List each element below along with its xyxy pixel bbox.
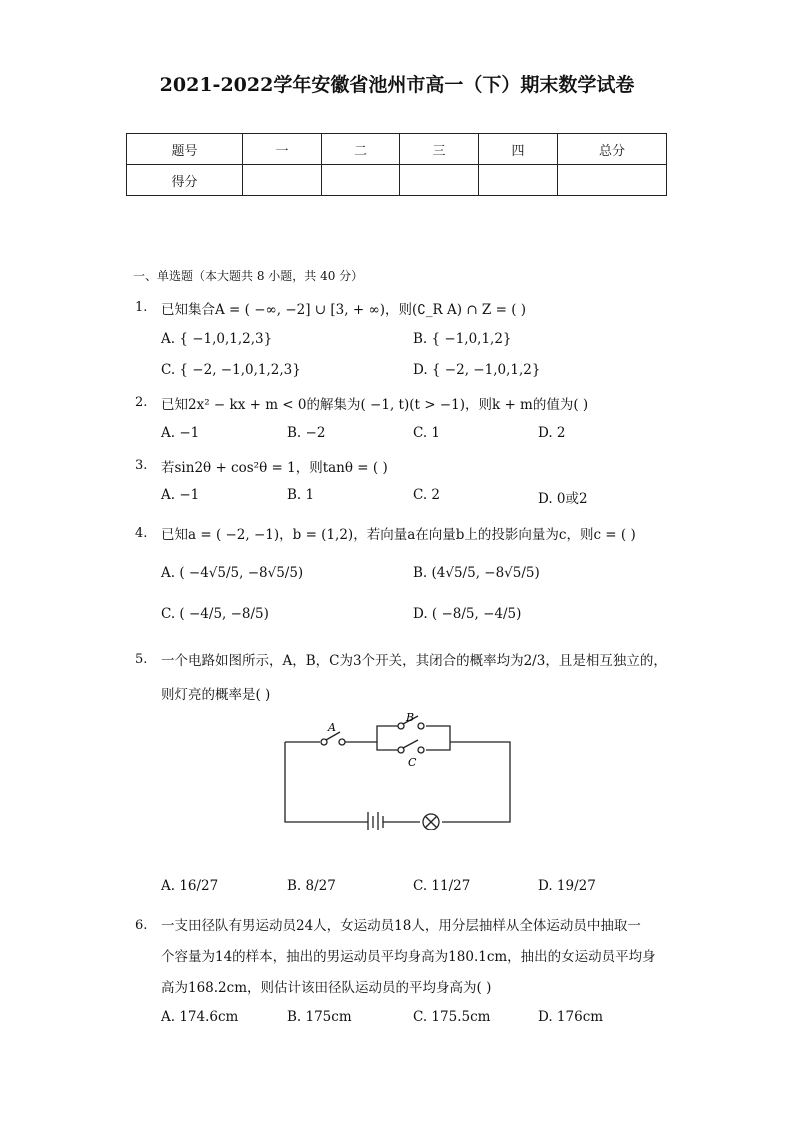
option-b: B. 8/27 (287, 878, 336, 894)
switch-c-label: C (408, 756, 417, 769)
question-text-line2: 则灯亮的概率是( ) (161, 687, 271, 703)
option-a: A. { −1,0,1,2,3} (161, 331, 273, 347)
switch-a-contact (339, 739, 345, 745)
score-cell (243, 165, 322, 196)
score-header-cell: 四 (479, 134, 558, 165)
option-b: B. −2 (287, 425, 326, 441)
option-d: D. 19/27 (538, 878, 596, 894)
circuit-wire-right (442, 742, 510, 822)
score-header-cell: 总分 (558, 134, 667, 165)
switch-b-label: B (406, 712, 415, 724)
score-table-score-row (127, 165, 667, 196)
option-c: C. 175.5cm (413, 1009, 491, 1025)
page-title: 2021-2022学年安徽省池州市高一（下）期末数学试卷 (159, 74, 635, 96)
option-a: A. 174.6cm (161, 1009, 239, 1025)
option-a: A. ( −4√5/5, −8√5/5) (161, 565, 304, 581)
circuit-diagram (280, 712, 515, 830)
question-text-line2: 个容量为14的样本，抽出的男运动员平均身高为180.1cm，抽出的女运动员平均身 (161, 949, 656, 965)
question-text: 已知a = ( −2, −1)，b = (1,2)，若向量a在向量b上的投影向量为c，则c = ( ) (161, 527, 636, 543)
question-number: 2. (135, 395, 148, 410)
score-cell (558, 165, 667, 196)
question-text: 若sin2θ + cos²θ = 1，则tanθ = ( ) (161, 460, 388, 476)
option-a: A. 16/27 (161, 878, 219, 894)
score-table-header-row (127, 134, 667, 165)
score-header-cell: 一 (243, 134, 322, 165)
option-c: C. ( −4/5, −8/5) (161, 606, 269, 622)
option-c: C. 2 (413, 487, 441, 503)
score-cell (479, 165, 558, 196)
option-d: D. ( −8/5, −4/5) (413, 606, 522, 622)
option-d: D. 0或2 (538, 491, 588, 507)
option-b: B. { −1,0,1,2} (413, 331, 512, 347)
option-c: C. { −2, −1,0,1,2,3} (161, 362, 301, 378)
switch-a-label: A (328, 721, 336, 734)
question-number: 6. (135, 918, 148, 933)
option-a: A. −1 (161, 487, 200, 503)
option-b: B. (4√5/5, −8√5/5) (413, 565, 540, 581)
question-text: 已知2x² − kx + m < 0的解集为( −1, t)(t > −1)，则k + m的值为( ) (161, 397, 589, 413)
option-d: D. 176cm (538, 1009, 604, 1025)
option-b: B. 175cm (287, 1009, 352, 1025)
score-row-label: 得分 (127, 165, 243, 196)
circuit-wire-left (285, 742, 368, 822)
score-header-cell: 三 (400, 134, 479, 165)
option-d: D. 2 (538, 425, 566, 441)
switch-b-contact (418, 723, 424, 729)
question-number: 1. (135, 300, 148, 315)
question-text: 一支田径队有男运动员24人，女运动员18人，用分层抽样从全体运动员中抽取一 (161, 918, 641, 934)
option-b: B. 1 (287, 487, 315, 503)
score-table (126, 133, 667, 196)
switch-c-blade (403, 740, 418, 748)
parallel-branch-b (377, 726, 450, 742)
question-text: 一个电路如图所示，A，B，C为3个开关，其闭合的概率均为2/3，且是相互独立的， (161, 653, 667, 669)
question-number: 4. (135, 526, 148, 541)
option-d: D. { −2, −1,0,1,2} (413, 362, 541, 378)
question-text-line3: 高为168.2cm，则估计该田径队运动员的平均身高为( ) (161, 980, 492, 996)
option-c: C. 11/27 (413, 878, 471, 894)
question-number: 5. (135, 652, 148, 667)
switch-c-contact (418, 747, 424, 753)
option-a: A. −1 (161, 425, 200, 441)
score-header-cell: 二 (322, 134, 400, 165)
section-heading: 一、单选题（本大题共 8 小题，共 40 分） (133, 269, 364, 283)
score-header-cell: 题号 (127, 134, 243, 165)
score-cell (322, 165, 400, 196)
question-text: 已知集合A = ( −∞, −2] ∪ [3, + ∞)，则(∁_R A) ∩ Z = ( ) (161, 302, 527, 318)
option-c: C. 1 (413, 425, 441, 441)
score-cell (400, 165, 479, 196)
question-number: 3. (135, 458, 148, 473)
